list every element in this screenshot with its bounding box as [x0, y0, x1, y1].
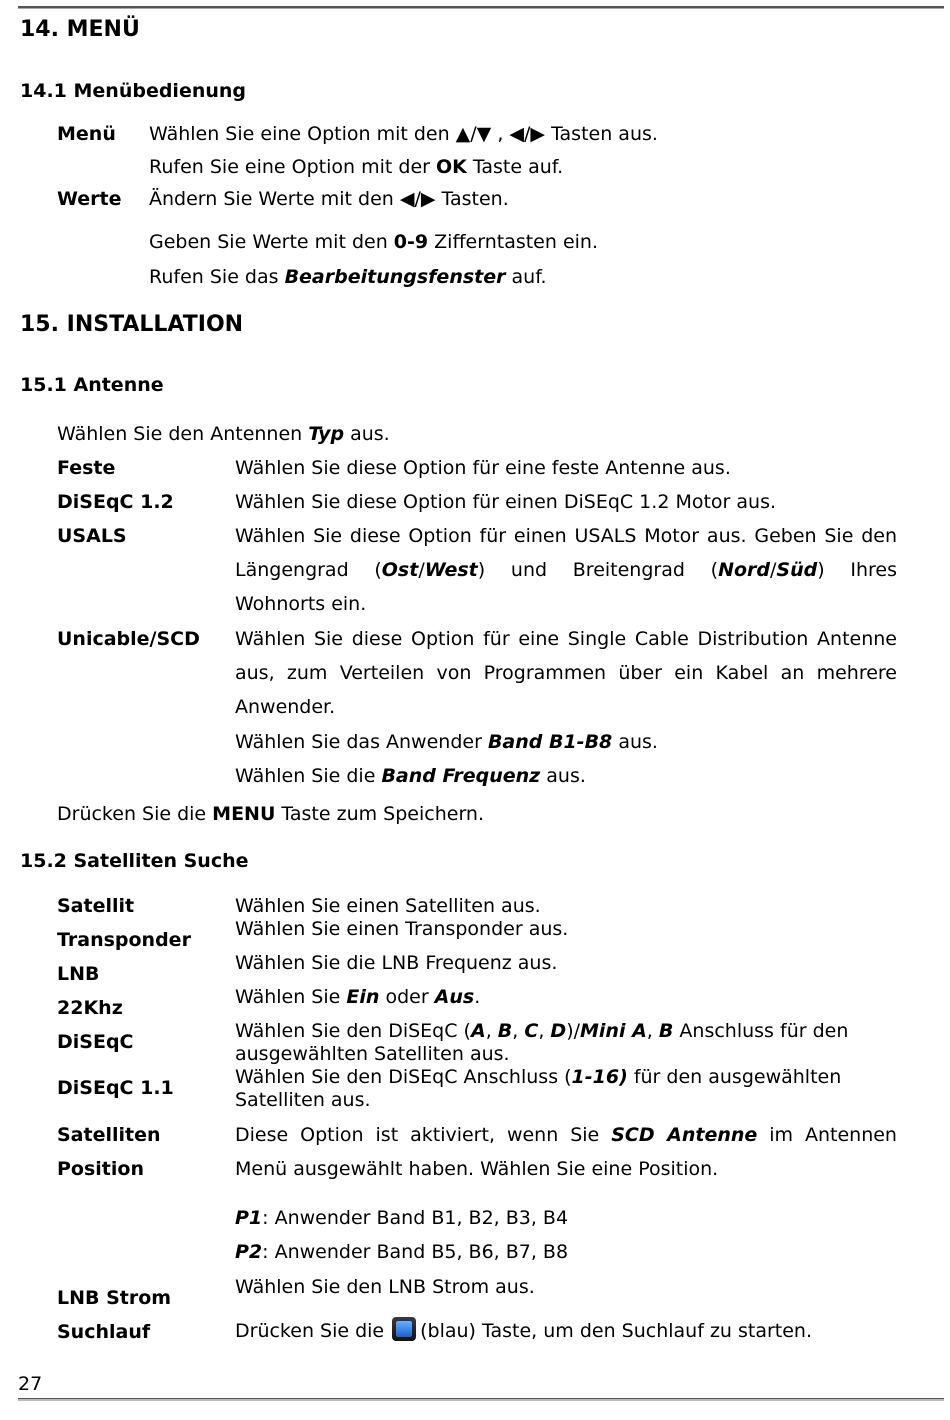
heading-14-1: 14.1 Menübedienung — [20, 80, 247, 102]
unicable-line-1: Wählen Sie diese Option für eine Single Cable Distribution Antenne — [235, 628, 897, 650]
diseqc-11-line-2: Satelliten aus. — [235, 1089, 371, 1111]
label-diseqc-12: DiSEqC 1.2 — [57, 491, 174, 513]
suchlauf-text: Drücken Sie die (blau) Taste, um den Suchlauf zu starten. — [235, 1317, 812, 1343]
heading-15-1: 15.1 Antenne — [20, 374, 164, 396]
menu-line-2: Rufen Sie eine Option mit der OK Taste auf. — [149, 156, 564, 178]
label-diseqc-11: DiSEqC 1.1 — [57, 1077, 174, 1099]
satpos-line-2: Menü ausgewählt haben. Wählen Sie eine Position. — [235, 1158, 719, 1180]
unicable-line-2: aus, zum Verteilen von Programmen über ein Kabel an mehrere — [235, 662, 897, 684]
label-lnb-strom: LNB Strom — [57, 1287, 172, 1309]
unicable-line-5: Wählen Sie die Band Frequenz aus. — [235, 765, 586, 787]
label-position: Position — [57, 1158, 144, 1180]
p1-line: P1: Anwender Band B1, B2, B3, B4 — [235, 1207, 569, 1229]
heading-14: 14. MENÜ — [20, 17, 140, 42]
label-lnb: LNB — [57, 963, 100, 985]
diseqc-line-2: ausgewählten Satelliten aus. — [235, 1043, 510, 1065]
label-diseqc: DiSEqC — [57, 1031, 134, 1053]
feste-text: Wählen Sie diese Option für eine feste Antenne aus. — [235, 457, 731, 479]
antenna-intro: Wählen Sie den Antennen Typ aus. — [57, 423, 390, 445]
khz-text: Wählen Sie Ein oder Aus. — [235, 986, 481, 1008]
heading-15-2: 15.2 Satelliten Suche — [20, 850, 249, 872]
usals-line-1: Wählen Sie diese Option für einen USALS Motor aus. Geben Sie den — [235, 525, 897, 547]
label-menu: Menü — [57, 123, 116, 145]
bottom-rule — [18, 1398, 944, 1401]
lnb-strom-text: Wählen Sie den LNB Strom aus. — [235, 1276, 535, 1298]
werte-line-3: Rufen Sie das Bearbeitungsfenster auf. — [149, 266, 547, 288]
label-satelliten: Satelliten — [57, 1124, 161, 1146]
werte-line-1: Ändern Sie Werte mit den ◀/▶ Tasten. — [149, 188, 509, 210]
label-unicable: Unicable/SCD — [57, 628, 200, 650]
lnb-text: Wählen Sie die LNB Frequenz aus. — [235, 952, 558, 974]
blue-key-icon — [392, 1317, 416, 1341]
label-usals: USALS — [57, 525, 127, 547]
menu-line-1: Wählen Sie eine Option mit den ▲/▼ , ◀/▶ Tasten aus. — [149, 123, 658, 145]
werte-line-2: Geben Sie Werte mit den 0-9 Zifferntasten ein. — [149, 231, 599, 253]
p2-line: P2: Anwender Band B5, B6, B7, B8 — [235, 1241, 569, 1263]
label-transponder: Transponder — [57, 929, 191, 951]
label-satellit: Satellit — [57, 895, 135, 917]
satellit-text: Wählen Sie einen Satelliten aus. — [235, 895, 541, 917]
top-rule — [18, 6, 944, 9]
unicable-line-3: Anwender. — [235, 696, 336, 718]
unicable-line-4: Wählen Sie das Anwender Band B1-B8 aus. — [235, 731, 658, 753]
diseqc-line-1: Wählen Sie den DiSEqC (A, B, C, D)/Mini A, B Anschluss für den — [235, 1020, 849, 1042]
label-suchlauf: Suchlauf — [57, 1321, 151, 1343]
label-feste: Feste — [57, 457, 116, 479]
label-werte: Werte — [57, 188, 122, 210]
usals-line-2: Längengrad (Ost/West) und Breitengrad (Nord/Süd) Ihres — [235, 559, 897, 581]
page-number: 27 — [18, 1373, 43, 1395]
diseqc-11-line-1: Wählen Sie den DiSEqC Anschluss (1-16) für den ausgewählten — [235, 1066, 842, 1088]
label-22khz: 22Khz — [57, 997, 123, 1019]
usals-line-3: Wohnorts ein. — [235, 593, 367, 615]
save-instruction: Drücken Sie die MENU Taste zum Speichern. — [57, 803, 485, 825]
satpos-line-1: Diese Option ist aktiviert, wenn Sie SCD Antenne im Antennen — [235, 1124, 897, 1146]
heading-15: 15. INSTALLATION — [20, 312, 244, 337]
transponder-text: Wählen Sie einen Transponder aus. — [235, 918, 569, 940]
diseqc-12-text: Wählen Sie diese Option für einen DiSEqC 1.2 Motor aus. — [235, 491, 777, 513]
